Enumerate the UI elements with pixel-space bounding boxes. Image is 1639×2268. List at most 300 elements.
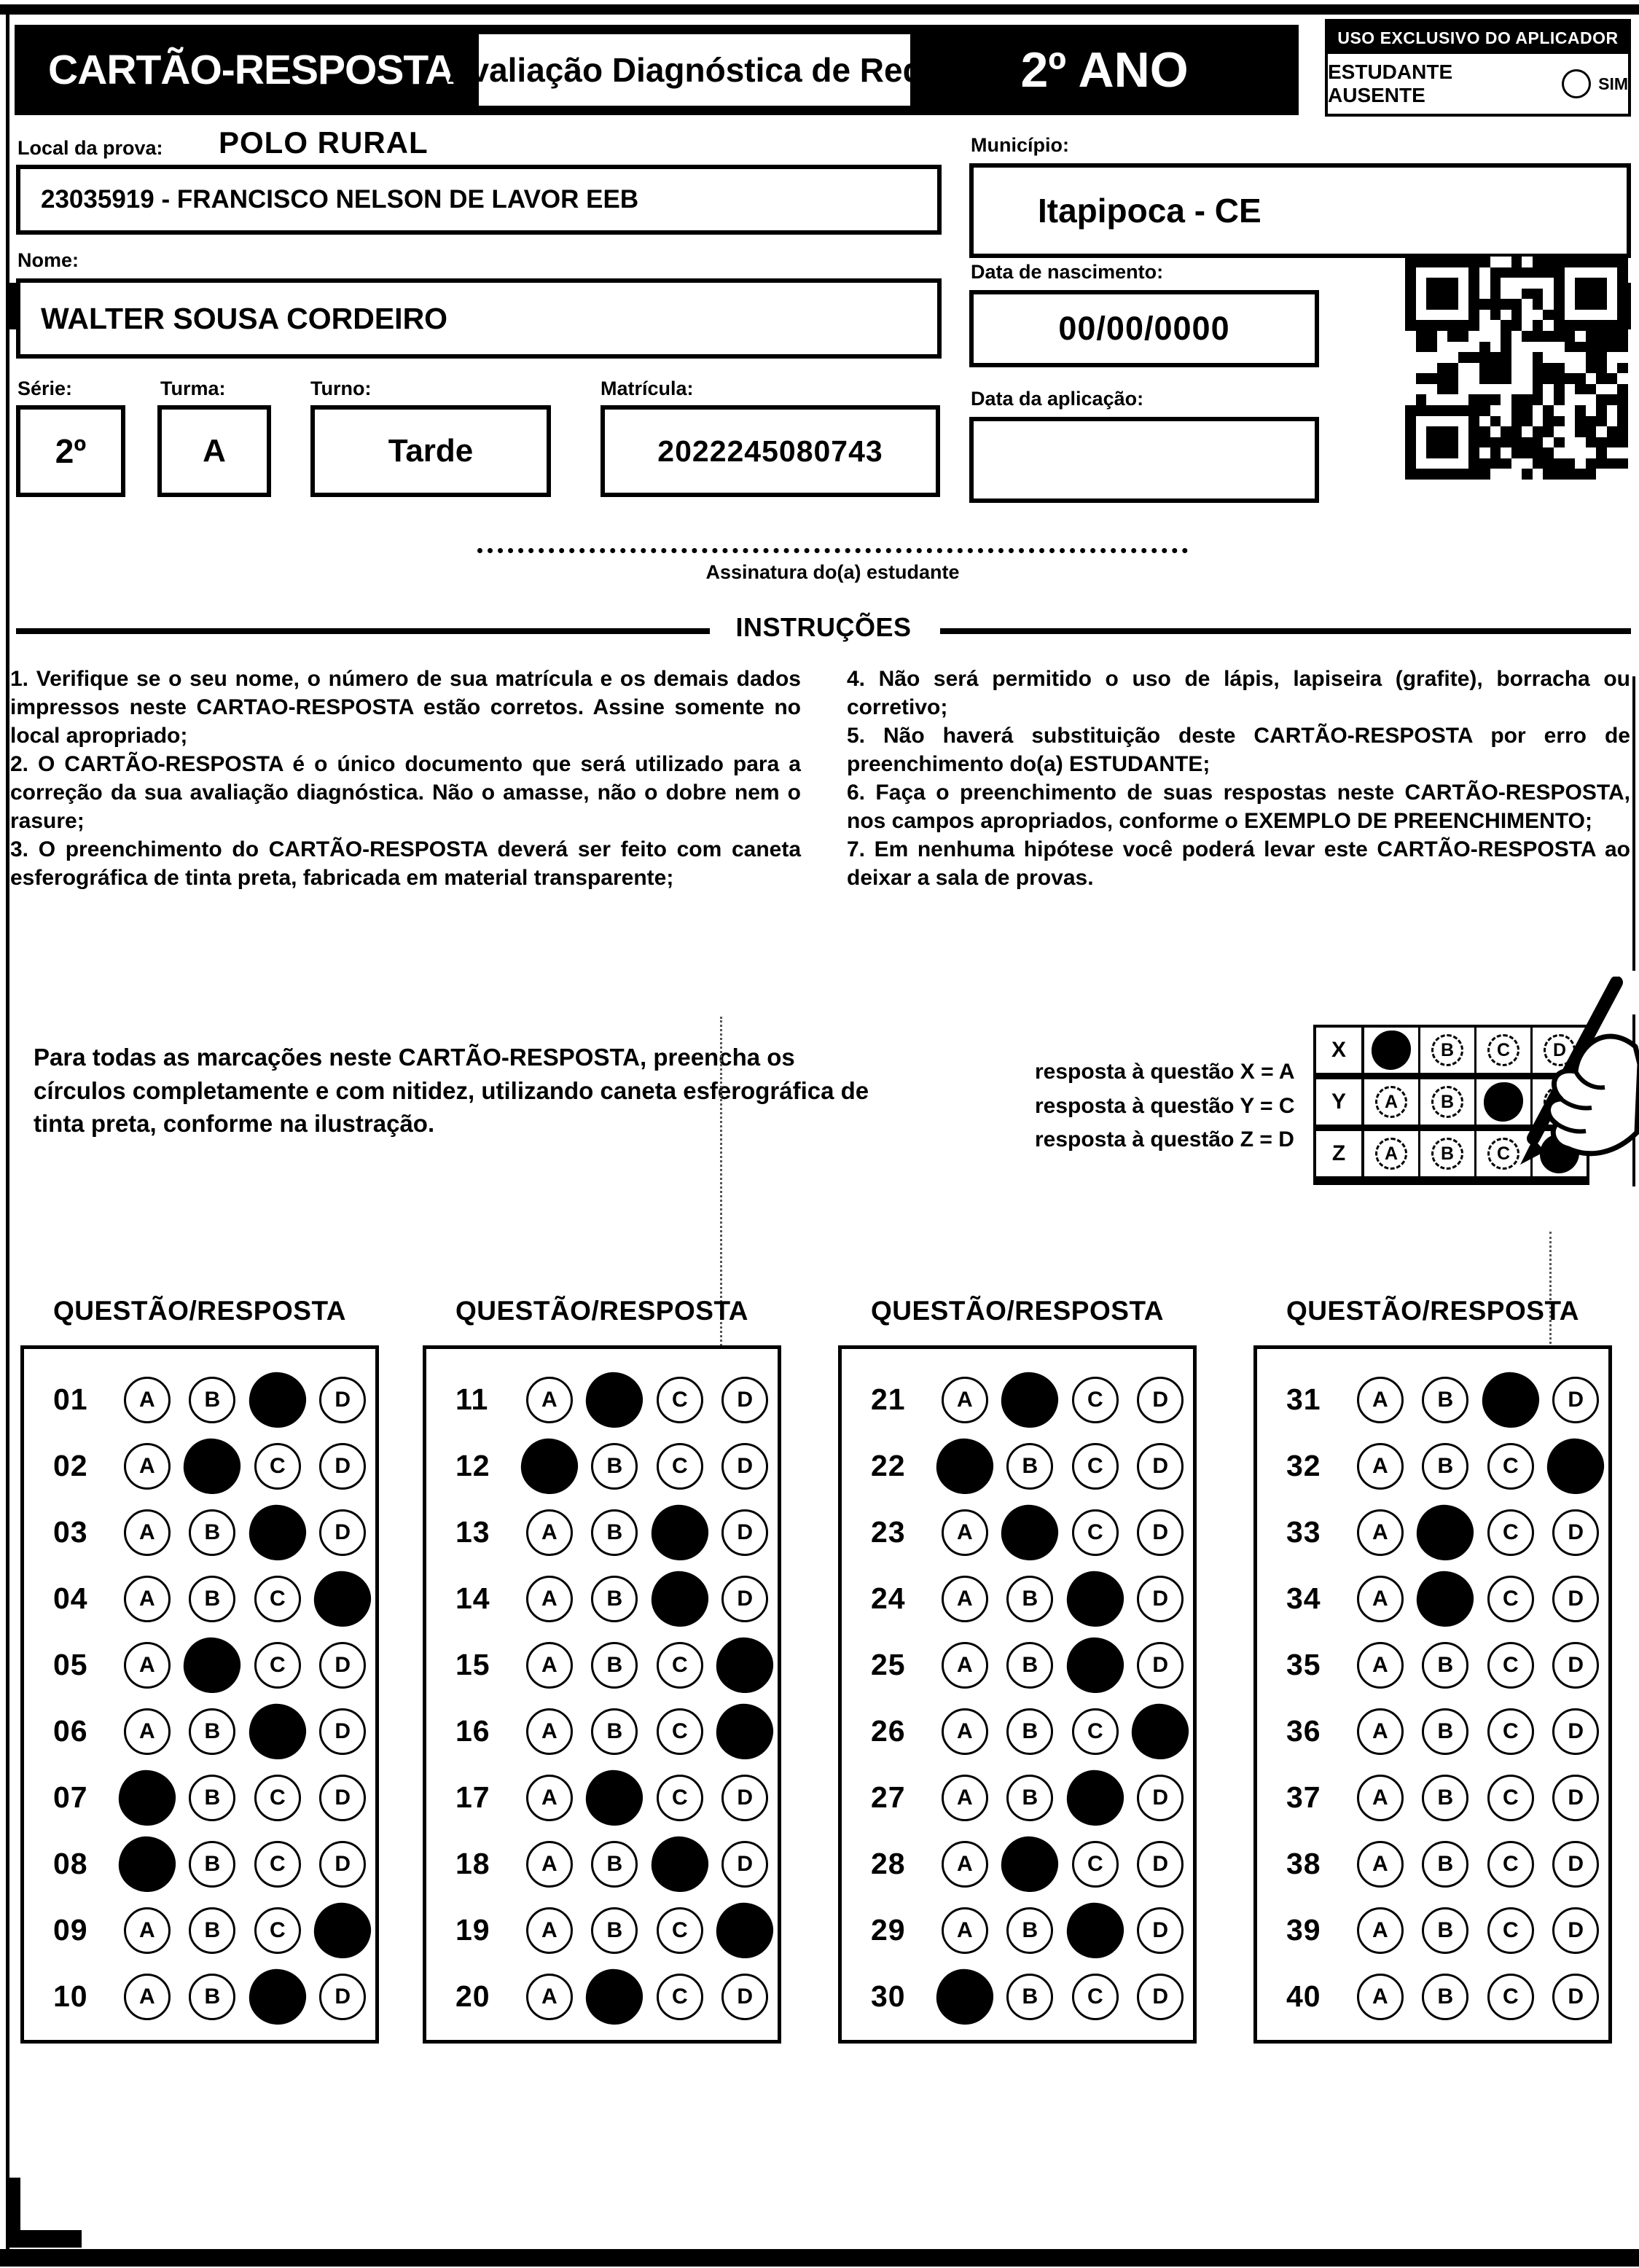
bubble-c[interactable]: C	[1487, 1642, 1534, 1689]
answer-cell	[517, 1439, 582, 1494]
bubble-c[interactable]: C	[254, 1907, 301, 1954]
bubble-a-filled[interactable]	[116, 1767, 179, 1829]
answer-cell	[1347, 1377, 1412, 1423]
answer-cell	[245, 1841, 310, 1888]
bubble-d[interactable]: D	[1137, 1576, 1184, 1622]
answer-cell	[998, 1372, 1063, 1428]
bubble-a[interactable]: A	[526, 1377, 573, 1423]
bubble-a[interactable]: A	[124, 1642, 171, 1689]
bubble-a[interactable]: A	[1357, 1642, 1404, 1689]
answer-cell	[932, 1576, 997, 1622]
answer-cell	[1478, 1443, 1543, 1490]
answer-column-header: QUESTÃO/RESPOSTA	[52, 1296, 347, 1326]
bubble-b-filled[interactable]	[181, 1634, 244, 1696]
bubble-b[interactable]: B	[189, 1509, 235, 1556]
answer-cell	[932, 1969, 997, 2025]
bubble-d[interactable]: D	[319, 1509, 366, 1556]
answer-cell	[1413, 1642, 1478, 1689]
answer-cell	[114, 1576, 179, 1622]
bubble-d-filled[interactable]	[713, 1899, 777, 1961]
bubble-b[interactable]: B	[1006, 1775, 1053, 1821]
answer-cell	[180, 1439, 245, 1494]
bubble-a[interactable]: A	[942, 1509, 988, 1556]
question-row	[24, 1632, 375, 1698]
question-row	[1257, 1499, 1608, 1565]
bubble-d[interactable]: D	[319, 1775, 366, 1821]
bubble-d[interactable]: D	[721, 1509, 768, 1556]
bubble-a[interactable]: A	[124, 1443, 171, 1490]
answer-cell	[1347, 1642, 1412, 1689]
answer-cell	[713, 1841, 778, 1888]
bubble-c-filled[interactable]	[246, 1501, 309, 1563]
answer-cell	[1347, 1841, 1412, 1888]
question-row	[842, 1499, 1193, 1565]
qr-code	[1405, 257, 1628, 480]
answer-cell	[1544, 1841, 1608, 1888]
bubble-b[interactable]: B	[1422, 1907, 1468, 1954]
bubble-a[interactable]: A	[1357, 1974, 1404, 2020]
example-text: Para todas as marcações neste CARTÃO-RESPOSTA, preencha os círculos completamente e com nitidez, utilizando caneta esferográfica de tinta preta, conforme na ilustração.	[34, 1044, 869, 1138]
answer-cell	[180, 1907, 245, 1954]
answer-cell	[647, 1443, 712, 1490]
answer-cell	[582, 1841, 647, 1888]
question-row	[842, 1831, 1193, 1897]
bubble-a[interactable]: A	[124, 1576, 171, 1622]
bubble-a[interactable]: A	[942, 1907, 988, 1954]
answer-cell	[1413, 1907, 1478, 1954]
bubble-c-filled[interactable]	[1063, 1634, 1127, 1696]
bubble-b[interactable]: B	[1422, 1642, 1468, 1689]
bubble-b[interactable]: B	[189, 1576, 235, 1622]
bubble-c[interactable]: C	[1487, 1443, 1534, 1490]
answer-cell	[245, 1969, 310, 2025]
answer-cell	[310, 1974, 375, 2020]
bubble-c-filled[interactable]	[1479, 1369, 1542, 1431]
bubble-c[interactable]: C	[657, 1443, 703, 1490]
question-row	[1257, 1897, 1608, 1963]
bubble-c[interactable]: C	[657, 1907, 703, 1954]
bubble-c-filled[interactable]	[648, 1501, 711, 1563]
bubble-c[interactable]: C	[1072, 1377, 1119, 1423]
answer-cell	[1544, 1576, 1608, 1622]
question-number: 20	[455, 1979, 490, 2013]
answer-cell	[1063, 1708, 1127, 1755]
bubble-b-filled[interactable]	[181, 1435, 244, 1497]
answer-column	[20, 1296, 379, 2044]
example-legend-line: resposta à questão X = A	[1035, 1060, 1295, 1084]
question-number: 24	[871, 1581, 906, 1615]
bubble-c[interactable]: C	[1072, 1841, 1119, 1888]
bubble-a[interactable]: A	[124, 1509, 171, 1556]
bubble-a[interactable]: A	[124, 1907, 171, 1954]
question-number: 01	[53, 1383, 88, 1416]
bubble-d[interactable]: D	[1552, 1974, 1599, 2020]
bubble-c-filled[interactable]	[1063, 1568, 1127, 1630]
bubble-a[interactable]: A	[942, 1576, 988, 1622]
question-row	[24, 1565, 375, 1632]
answer-cell	[1413, 1841, 1478, 1888]
bubble-c[interactable]: C	[254, 1443, 301, 1490]
bubble-b-filled[interactable]	[998, 1501, 1062, 1563]
bubble-b[interactable]: B	[189, 1708, 235, 1755]
bubble-a[interactable]: A	[124, 1974, 171, 2020]
bubble-b[interactable]: B	[1422, 1974, 1468, 2020]
bubble-a[interactable]: A	[1357, 1841, 1404, 1888]
bubble-c[interactable]: C	[254, 1642, 301, 1689]
bubble-d[interactable]: D	[1552, 1708, 1599, 1755]
bubble-a-filled[interactable]	[518, 1435, 582, 1497]
bubble-b[interactable]: B	[1422, 1775, 1468, 1821]
answer-cell	[517, 1642, 582, 1689]
bubble-a-filled[interactable]	[934, 1435, 997, 1497]
municipio-field: Itapipoca - CE	[969, 163, 1631, 258]
bubble-b[interactable]: B	[591, 1708, 638, 1755]
bubble-c[interactable]: C	[254, 1841, 301, 1888]
nome-field: WALTER SOUSA CORDEIRO	[16, 278, 942, 359]
bubble-d[interactable]: D	[1552, 1907, 1599, 1954]
answer-cell	[1544, 1708, 1608, 1755]
bubble-d[interactable]: D	[1552, 1576, 1599, 1622]
bubble-b[interactable]: B	[591, 1509, 638, 1556]
example-bubble-c: C	[1487, 1034, 1519, 1066]
example-bubble-a: A	[1375, 1086, 1407, 1118]
signature-line[interactable]	[477, 548, 1188, 553]
question-number: 31	[1286, 1383, 1321, 1416]
question-number: 14	[455, 1581, 490, 1615]
instruction-item: 6. Faça o preenchimento de suas respostas neste CARTÃO-RESPOSTA, nos campos apropriados, conforme o EXEMPLO DE PREENCHIMENTO;	[847, 781, 1630, 833]
answer-cell	[1128, 1377, 1193, 1423]
bubble-c[interactable]: C	[657, 1775, 703, 1821]
bubble-b[interactable]: B	[1422, 1377, 1468, 1423]
bubble-b-filled[interactable]	[1414, 1501, 1477, 1563]
instructions-column-left	[10, 665, 801, 892]
bubble-c[interactable]: C	[1487, 1974, 1534, 2020]
answer-cell	[713, 1377, 778, 1423]
answer-cell	[1347, 1576, 1412, 1622]
answer-cell	[1413, 1505, 1478, 1560]
answer-cell	[180, 1576, 245, 1622]
bubble-d[interactable]: D	[319, 1974, 366, 2020]
example-grid-cell	[1364, 1079, 1420, 1125]
bubble-a-filled[interactable]	[116, 1833, 179, 1895]
bubble-a-filled[interactable]	[934, 1966, 997, 2027]
bubble-c[interactable]: C	[657, 1642, 703, 1689]
answer-cell	[245, 1907, 310, 1954]
matricula-label: Matrícula:	[601, 378, 694, 399]
bubble-c[interactable]: C	[1487, 1708, 1534, 1755]
bubble-c-filled[interactable]	[648, 1833, 711, 1895]
bubble-d[interactable]: D	[721, 1443, 768, 1490]
bubble-a[interactable]: A	[526, 1576, 573, 1622]
answer-cell	[582, 1907, 647, 1954]
answer-cell	[647, 1571, 712, 1627]
bubble-d[interactable]: D	[721, 1775, 768, 1821]
bubble-d[interactable]: D	[1552, 1841, 1599, 1888]
answer-cell	[245, 1704, 310, 1759]
bubble-a[interactable]: A	[526, 1509, 573, 1556]
answer-cell	[713, 1704, 778, 1759]
bubble-a[interactable]: A	[124, 1377, 171, 1423]
instructions-column-right	[847, 665, 1630, 892]
bubble-b[interactable]: B	[1422, 1443, 1468, 1490]
bubble-c-filled[interactable]	[648, 1568, 711, 1630]
bubble-d[interactable]: D	[1552, 1377, 1599, 1423]
bubble-c[interactable]: C	[657, 1377, 703, 1423]
answer-cell	[310, 1443, 375, 1490]
answer-cell	[1413, 1708, 1478, 1755]
question-number: 06	[53, 1714, 88, 1748]
bubble-d[interactable]: D	[1552, 1775, 1599, 1821]
bubble-c-filled[interactable]	[246, 1369, 309, 1431]
bubble-a[interactable]: A	[1357, 1775, 1404, 1821]
question-row	[426, 1366, 778, 1433]
right-border-segment	[1632, 676, 1635, 971]
bubble-d-filled[interactable]	[713, 1700, 777, 1762]
applicator-box	[1325, 19, 1631, 117]
answer-cell	[713, 1775, 778, 1821]
applicator-box-title: USO EXCLUSIVO DO APLICADOR	[1328, 22, 1628, 54]
answer-cell	[1063, 1638, 1127, 1693]
bubble-d[interactable]: D	[1137, 1974, 1184, 2020]
answer-cell	[1063, 1841, 1127, 1888]
local-da-prova-value: POLO RURAL	[219, 125, 429, 160]
bubble-b-filled[interactable]	[1414, 1568, 1477, 1630]
bubble-d[interactable]: D	[319, 1443, 366, 1490]
answer-cell	[582, 1770, 647, 1826]
answer-cell	[180, 1974, 245, 2020]
answer-cell	[1128, 1775, 1193, 1821]
bubble-c[interactable]: C	[1072, 1509, 1119, 1556]
example-bubble-b: B	[1431, 1138, 1463, 1170]
bubble-b[interactable]: B	[1006, 1443, 1053, 1490]
bubble-a[interactable]: A	[1357, 1576, 1404, 1622]
bubble-d[interactable]: D	[1137, 1509, 1184, 1556]
bubble-d-filled[interactable]	[311, 1568, 375, 1630]
bubble-d[interactable]: D	[319, 1377, 366, 1423]
bubble-b[interactable]: B	[591, 1841, 638, 1888]
answer-cell	[713, 1903, 778, 1958]
bubble-d[interactable]: D	[1137, 1443, 1184, 1490]
question-row	[24, 1831, 375, 1897]
answer-cell	[1347, 1974, 1412, 2020]
question-number: 12	[455, 1449, 490, 1482]
bubble-a[interactable]: A	[124, 1708, 171, 1755]
answer-cell	[998, 1443, 1063, 1490]
bubble-c[interactable]: C	[1487, 1775, 1534, 1821]
student-absent-bubble[interactable]	[1562, 69, 1591, 98]
bubble-b[interactable]: B	[591, 1642, 638, 1689]
question-row	[842, 1698, 1193, 1764]
example-grid-cell	[1364, 1131, 1420, 1176]
school-field: 23035919 - FRANCISCO NELSON DE LAVOR EEB	[16, 165, 942, 235]
bubble-b[interactable]: B	[1422, 1708, 1468, 1755]
answer-cell	[114, 1377, 179, 1423]
answer-cell	[310, 1509, 375, 1556]
bubble-b[interactable]: B	[591, 1907, 638, 1954]
bubble-a[interactable]: A	[942, 1642, 988, 1689]
question-number: 40	[1286, 1979, 1321, 2013]
bubble-d[interactable]: D	[1137, 1642, 1184, 1689]
answer-cell	[1128, 1443, 1193, 1490]
bubble-c[interactable]: C	[254, 1576, 301, 1622]
bubble-b-filled[interactable]	[998, 1369, 1062, 1431]
bubble-a[interactable]: A	[1357, 1509, 1404, 1556]
bubble-b[interactable]: B	[1006, 1907, 1053, 1954]
answer-cell	[310, 1775, 375, 1821]
answer-cell	[998, 1837, 1063, 1892]
bubble-d[interactable]: D	[721, 1576, 768, 1622]
bubble-b[interactable]: B	[1422, 1841, 1468, 1888]
bubble-c[interactable]: C	[657, 1708, 703, 1755]
bubble-d-filled[interactable]	[713, 1634, 777, 1696]
question-row	[24, 1764, 375, 1831]
answer-cell	[582, 1509, 647, 1556]
bubble-c[interactable]: C	[1487, 1576, 1534, 1622]
bubble-d[interactable]: D	[721, 1841, 768, 1888]
bubble-a[interactable]: A	[942, 1377, 988, 1423]
example-grid-cell	[1420, 1079, 1476, 1125]
bubble-a[interactable]: A	[526, 1907, 573, 1954]
question-row	[426, 1499, 778, 1565]
question-number: 37	[1286, 1780, 1321, 1814]
bubble-d[interactable]: D	[1137, 1377, 1184, 1423]
answer-cell	[1478, 1841, 1543, 1888]
bubble-b[interactable]: B	[189, 1775, 235, 1821]
example-row-label: Z	[1316, 1131, 1364, 1176]
answer-cell	[310, 1708, 375, 1755]
bubble-a[interactable]: A	[526, 1841, 573, 1888]
bubble-d-filled[interactable]	[1129, 1700, 1192, 1762]
bubble-c[interactable]: C	[1487, 1509, 1534, 1556]
bubble-c-filled[interactable]	[1063, 1899, 1127, 1961]
bubble-d[interactable]: D	[1137, 1841, 1184, 1888]
answer-cell	[1544, 1642, 1608, 1689]
answer-cell	[582, 1372, 647, 1428]
example-grid-cell	[1420, 1028, 1476, 1073]
bubble-a[interactable]: A	[1357, 1708, 1404, 1755]
bubble-d[interactable]: D	[1137, 1907, 1184, 1954]
bubble-c[interactable]: C	[657, 1974, 703, 2020]
instruction-item: 1. Verifique se o seu nome, o número de sua matrícula e os demais dados impressos neste CARTAO-RESPOSTA estão corretos. Assine somente no local apropriado;	[10, 667, 801, 748]
answer-cell	[1128, 1704, 1193, 1759]
bubble-a[interactable]: A	[1357, 1377, 1404, 1423]
bubble-b-filled[interactable]	[583, 1767, 646, 1829]
bubble-c[interactable]: C	[254, 1775, 301, 1821]
bubble-a[interactable]: A	[526, 1775, 573, 1821]
answer-cell	[582, 1708, 647, 1755]
answer-cell	[1544, 1974, 1608, 2020]
answer-cell	[647, 1708, 712, 1755]
question-number: 23	[871, 1515, 906, 1549]
bubble-b[interactable]: B	[189, 1974, 235, 2020]
bubble-a[interactable]: A	[942, 1841, 988, 1888]
question-number: 09	[53, 1913, 88, 1947]
answer-cell	[245, 1443, 310, 1490]
bottom-border-bar	[0, 2249, 1639, 2267]
question-number: 28	[871, 1847, 906, 1880]
bubble-c[interactable]: C	[1072, 1974, 1119, 2020]
answer-cell	[180, 1775, 245, 1821]
answer-cell	[114, 1974, 179, 2020]
answer-cell	[1478, 1907, 1543, 1954]
bubble-d-filled[interactable]	[311, 1899, 375, 1961]
bubble-c-filled[interactable]	[246, 1700, 309, 1762]
bubble-c-filled[interactable]	[246, 1966, 309, 2027]
bubble-a[interactable]: A	[526, 1642, 573, 1689]
bubble-d-filled[interactable]	[1544, 1435, 1608, 1497]
answer-cell	[245, 1576, 310, 1622]
bubble-c[interactable]: C	[1487, 1907, 1534, 1954]
answer-cell	[1544, 1377, 1608, 1423]
question-row	[24, 1433, 375, 1499]
bubble-a[interactable]: A	[526, 1974, 573, 2020]
answer-cell	[1544, 1907, 1608, 1954]
question-row	[24, 1499, 375, 1565]
answer-cell	[114, 1708, 179, 1755]
bubble-b[interactable]: B	[591, 1443, 638, 1490]
bubble-b[interactable]: B	[1006, 1576, 1053, 1622]
bubble-a[interactable]: A	[526, 1708, 573, 1755]
answer-cell	[1347, 1907, 1412, 1954]
serie-label: Série:	[17, 378, 73, 399]
bubble-d[interactable]: D	[721, 1974, 768, 2020]
bubble-b[interactable]: B	[189, 1907, 235, 1954]
bubble-d[interactable]: D	[319, 1642, 366, 1689]
bubble-c-filled[interactable]	[1063, 1767, 1127, 1829]
bubble-a[interactable]: A	[1357, 1907, 1404, 1954]
bubble-b[interactable]: B	[189, 1377, 235, 1423]
bubble-a[interactable]: A	[942, 1708, 988, 1755]
bubble-b-filled[interactable]	[998, 1833, 1062, 1895]
bubble-b[interactable]: B	[1006, 1708, 1053, 1755]
bubble-d[interactable]: D	[1137, 1775, 1184, 1821]
bubble-d[interactable]: D	[1552, 1642, 1599, 1689]
bubble-b[interactable]: B	[1006, 1642, 1053, 1689]
example-row-label: Y	[1316, 1079, 1364, 1125]
answer-cell	[1347, 1443, 1412, 1490]
answer-cell	[1478, 1576, 1543, 1622]
answer-cell	[1478, 1642, 1543, 1689]
bubble-c[interactable]: C	[1072, 1708, 1119, 1755]
bubble-d[interactable]: D	[319, 1708, 366, 1755]
answer-cell	[310, 1377, 375, 1423]
answer-cell	[998, 1775, 1063, 1821]
answer-cell	[932, 1439, 997, 1494]
question-number: 32	[1286, 1449, 1321, 1482]
answer-cell	[1544, 1439, 1608, 1494]
bubble-d[interactable]: D	[1552, 1509, 1599, 1556]
bubble-a[interactable]: A	[1357, 1443, 1404, 1490]
answer-cell	[245, 1372, 310, 1428]
bubble-b[interactable]: B	[1006, 1974, 1053, 2020]
answer-cell	[114, 1509, 179, 1556]
bubble-a[interactable]: A	[942, 1775, 988, 1821]
bubble-c[interactable]: C	[1072, 1443, 1119, 1490]
bubble-b[interactable]: B	[189, 1841, 235, 1888]
answer-cell	[1347, 1708, 1412, 1755]
registration-mark-bottom-left	[9, 2178, 82, 2248]
bubble-c[interactable]: C	[1487, 1841, 1534, 1888]
bubble-d[interactable]: D	[721, 1377, 768, 1423]
example-bubble-c: C	[1487, 1138, 1519, 1170]
bubble-b-filled[interactable]	[583, 1966, 646, 2027]
bubble-b[interactable]: B	[591, 1576, 638, 1622]
answer-cell	[647, 1642, 712, 1689]
answer-cell	[180, 1841, 245, 1888]
bubble-b-filled[interactable]	[583, 1369, 646, 1431]
question-number: 33	[1286, 1515, 1321, 1549]
bubble-d[interactable]: D	[319, 1841, 366, 1888]
